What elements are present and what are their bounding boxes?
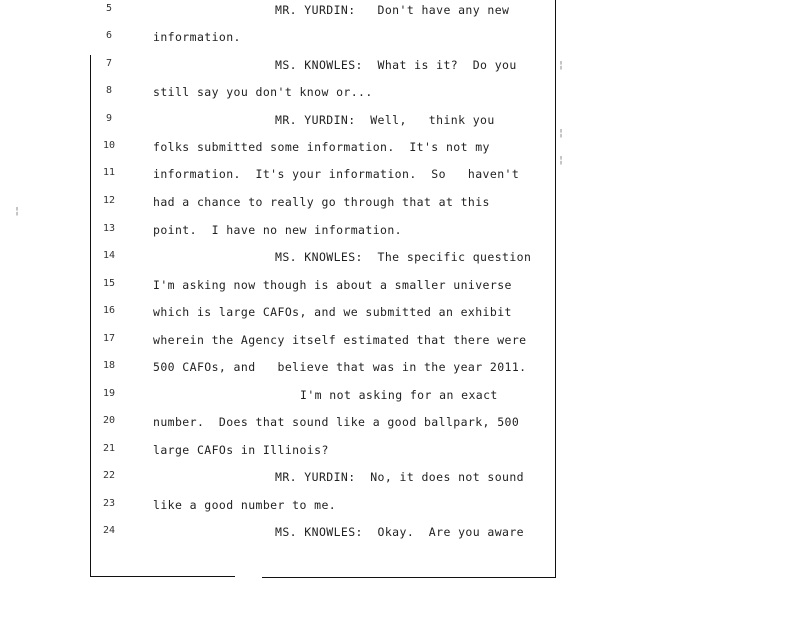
transcript-line: MR. YURDIN: No, it does not sound — [275, 470, 525, 484]
margin-mark: ¦ — [558, 128, 565, 139]
transcript-line: point. I have no new information. — [153, 223, 403, 237]
line-number: 5 — [105, 3, 113, 14]
margin-mark: ¦ — [558, 155, 565, 166]
line-number: 16 — [102, 305, 116, 316]
transcript-line: MS. KNOWLES: What is it? Do you — [275, 58, 517, 72]
transcript-line: number. Does that sound like a good ballpark, 500 — [153, 415, 520, 429]
line-number: 8 — [105, 85, 113, 96]
line-number: 11 — [102, 167, 116, 178]
transcript-line: still say you don't know or... — [153, 85, 373, 99]
line-number: 22 — [102, 470, 116, 481]
transcript-line: MR. YURDIN: Well, think you — [275, 113, 495, 127]
transcript-line: like a good number to me. — [153, 498, 337, 512]
page-border-left — [90, 55, 91, 577]
transcript-line: wherein the Agency itself estimated that there were — [153, 333, 527, 347]
transcript-line: had a chance to really go through that at this — [153, 195, 490, 209]
transcript-line: 500 CAFOs, and believe that was in the year 2011. — [153, 360, 527, 374]
transcript-line: MS. KNOWLES: The specific question — [275, 250, 532, 264]
line-number: 17 — [102, 333, 116, 344]
transcript-line: MR. YURDIN: Don't have any new — [275, 3, 510, 17]
line-number: 7 — [105, 58, 113, 69]
line-number: 24 — [102, 525, 116, 536]
transcript-line: information. It's your information. So haven't — [153, 167, 520, 181]
page-border-bottom — [90, 576, 235, 577]
line-number: 20 — [102, 415, 116, 426]
page-border-bottom-right — [262, 577, 556, 578]
line-number: 13 — [102, 223, 116, 234]
page-border-right — [555, 0, 556, 578]
transcript-line: MS. KNOWLES: Okay. Are you aware — [275, 525, 525, 539]
margin-mark: ¦ — [14, 206, 21, 217]
line-number: 23 — [102, 498, 116, 509]
margin-mark: ¦ — [558, 60, 565, 71]
transcript-line: I'm asking now though is about a smaller universe — [153, 278, 512, 292]
transcript-line: large CAFOs in Illinois? — [153, 443, 329, 457]
transcript-line: I'm not asking for an exact — [300, 388, 498, 402]
line-number: 15 — [102, 278, 116, 289]
line-number: 14 — [102, 250, 116, 261]
transcript-line: information. — [153, 30, 241, 44]
line-number: 10 — [102, 140, 116, 151]
transcript-line: which is large CAFOs, and we submitted an exhibit — [153, 305, 512, 319]
line-number: 18 — [102, 360, 116, 371]
transcript-line: folks submitted some information. It's not my — [153, 140, 490, 154]
line-number: 6 — [105, 30, 113, 41]
line-number: 21 — [102, 443, 116, 454]
line-number: 12 — [102, 195, 116, 206]
line-number: 19 — [102, 388, 116, 399]
line-number: 9 — [105, 113, 113, 124]
